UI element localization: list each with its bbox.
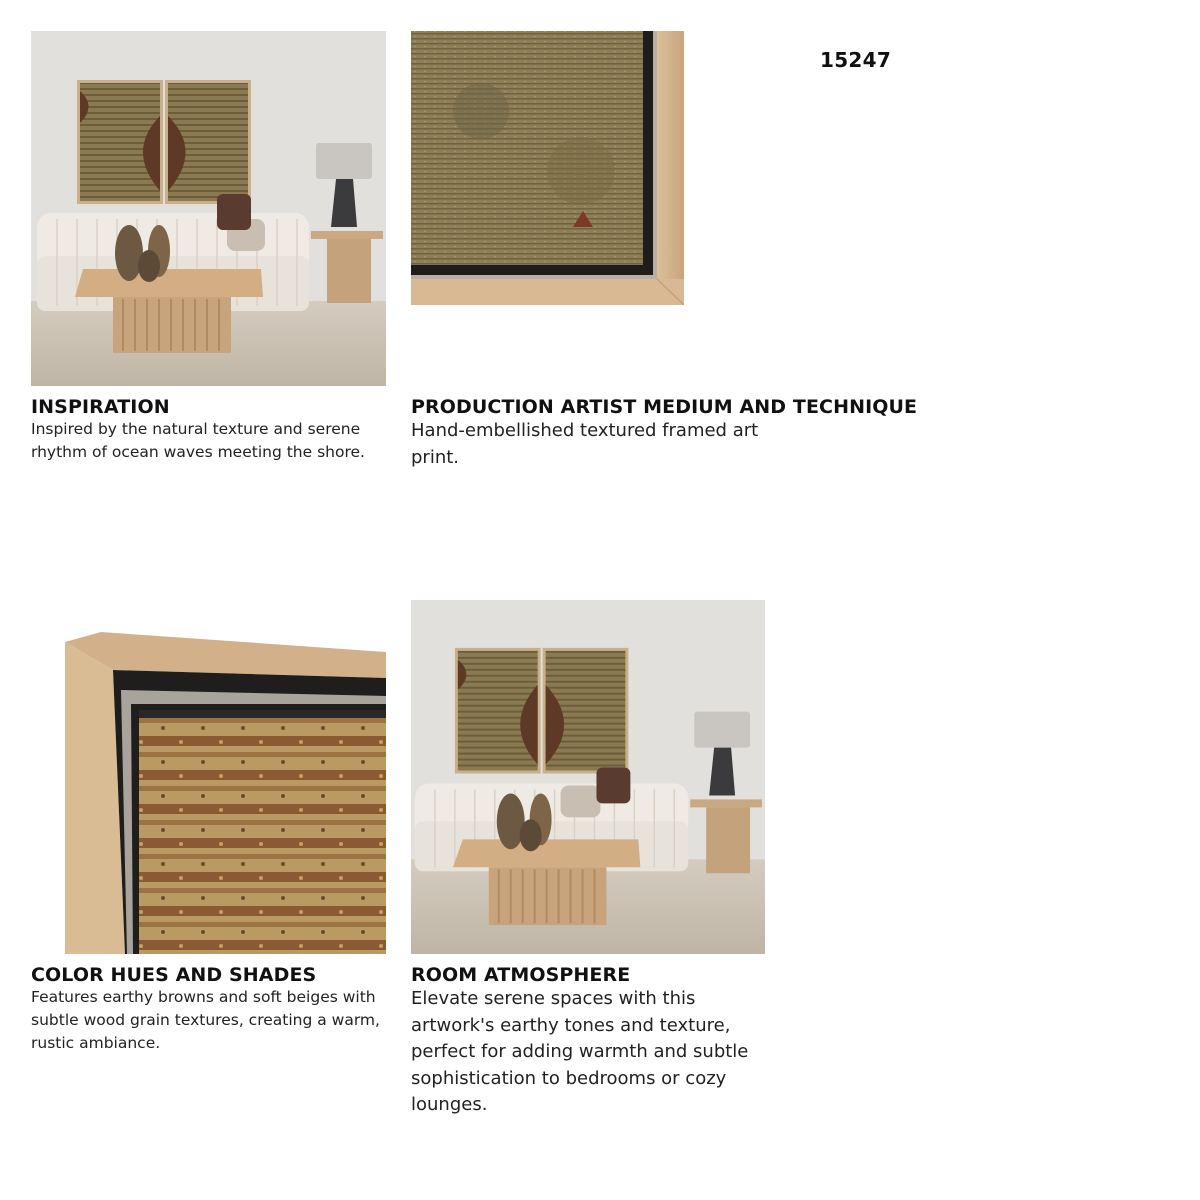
section-title-room: ROOM ATMOSPHERE: [411, 964, 631, 986]
product-code: 15247: [820, 48, 892, 72]
section-text-inspiration: Inspired by the natural texture and serene rhythm of ocean waves meeting the shore.: [31, 420, 365, 461]
section-title-inspiration: INSPIRATION: [31, 396, 170, 418]
section-text-room: Elevate serene spaces with this artwork's earthy tones and texture, perfect for adding warmth and subtle sophistication to bedrooms or cozy lounges.: [411, 988, 749, 1115]
section-title-color: COLOR HUES AND SHADES: [31, 964, 317, 986]
room-scene-image-atmosphere: [411, 600, 765, 954]
room-scene-image-inspiration: [31, 31, 386, 386]
frame-edge-closeup-image: [31, 600, 386, 954]
frame-corner-closeup-image: [411, 31, 684, 305]
section-text-color: Features earthy browns and soft beiges with subtle wood grain textures, creating a warm, rustic ambiance.: [31, 988, 380, 1052]
section-text-medium: Hand-embellished textured framed art print.: [411, 420, 759, 468]
section-title-medium: PRODUCTION ARTIST MEDIUM AND TECHNIQUE: [411, 396, 918, 418]
